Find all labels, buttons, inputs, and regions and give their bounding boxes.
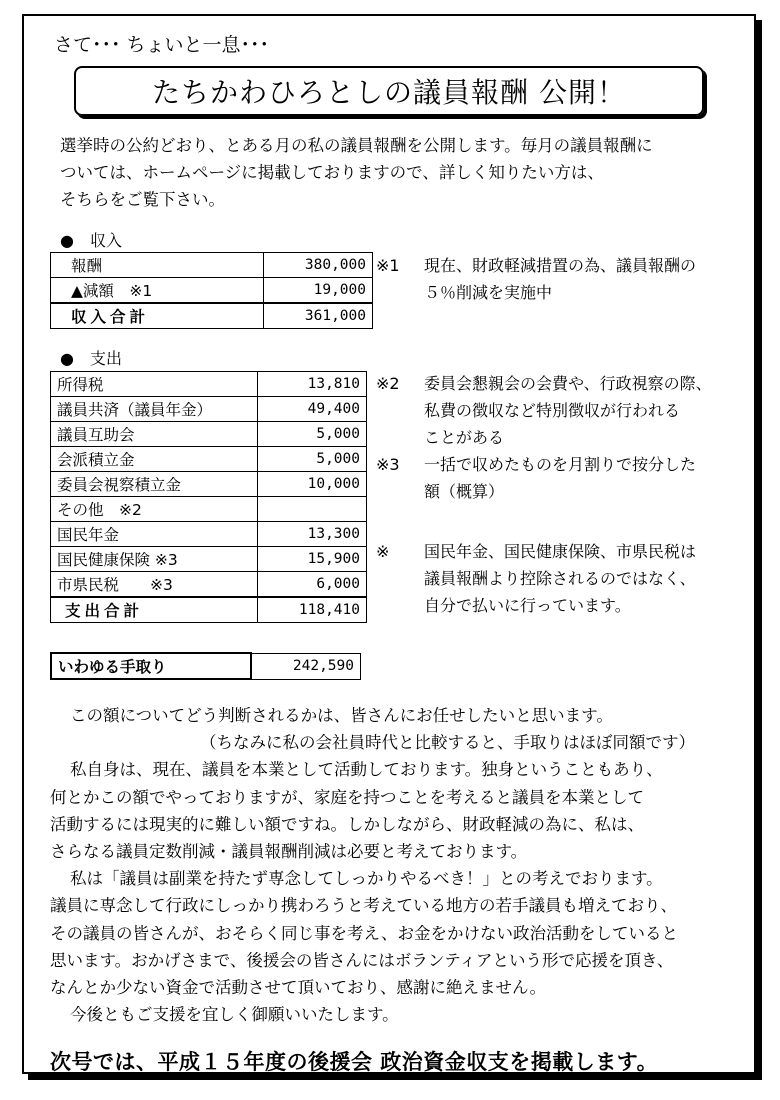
takehome-table — [50, 652, 361, 680]
note-3 — [376, 451, 746, 505]
row-label: 議員共済（議員年金） — [51, 397, 258, 422]
expense-total-amount: 118,410 — [258, 597, 367, 623]
body-line: 活動するには現実的に難しい額ですね。しかしながら、財政軽減の為に、私は、 — [50, 814, 644, 834]
page-frame — [22, 14, 756, 1074]
note-line: ５％削減を実施中 — [424, 283, 553, 302]
row-amount: 6,000 — [258, 572, 367, 598]
takehome-amount: 242,590 — [251, 653, 361, 679]
row-label: その他 ※2 — [51, 497, 258, 522]
row-label: ▲減額 ※1 — [51, 278, 264, 304]
body-line: 私自身は、現在、議員を本業として活動しております。独身ということもあり、 — [70, 760, 663, 780]
row-label: 議員互助会 — [51, 422, 258, 447]
row-label: 会派積立金 — [51, 447, 258, 472]
income-table — [50, 252, 373, 329]
lead-line: そちらをご覧下さい。 — [60, 190, 225, 209]
income-heading: ● 収入 — [60, 231, 122, 250]
table-row — [51, 253, 373, 278]
closing-announcement: 次号では、平成１５年度の後援会 政治資金収支を掲載します。 — [50, 1050, 659, 1074]
lead-line: ついては、ホームページに掲載しておりますので、詳しく知りたい方は、 — [60, 163, 604, 182]
body-text — [50, 702, 750, 1028]
body-line: なんとか少ない資金で活動させて頂いており、感謝に絶えません。 — [50, 978, 546, 998]
income-total-amount: 361,000 — [264, 303, 373, 329]
note-1 — [376, 252, 746, 306]
row-amount: 19,000 — [264, 278, 373, 304]
note-line: 自分で払いに行っています。 — [424, 596, 631, 615]
expense-table — [50, 371, 367, 623]
takehome-label: いわゆる手取り — [51, 653, 251, 679]
note-mark: ※3 — [376, 455, 400, 474]
row-label: 所得税 — [51, 372, 258, 397]
page-title-text: たちかわひろとしの議員報酬 公開！ — [152, 76, 626, 109]
body-line: 何とかこの額でやっておりますが、家庭を持つことを考えると議員を本業として — [50, 787, 644, 807]
expense-heading: ● 支出 — [60, 349, 122, 368]
table-row — [51, 447, 367, 472]
body-line: その議員の皆さんが、おそらく同じ事を考え、お金をかけない政治活動をしていると — [50, 923, 678, 943]
table-row — [51, 547, 367, 572]
row-label: 報酬 — [51, 253, 264, 278]
note-mark: ※2 — [376, 374, 400, 393]
lead-line: 選挙時の公約どおり、とある月の私の議員報酬を公開します。毎月の議員報酬に — [60, 136, 653, 155]
note-line: 額（概算） — [424, 482, 505, 501]
body-line: 今後ともご支援を宜しく御願いいたします。 — [70, 1005, 399, 1025]
income-total-label: 収入合計 — [51, 303, 264, 329]
note-mark: ※1 — [376, 256, 400, 275]
note-line: 一括で収めたものを月割りで按分した — [424, 455, 697, 474]
row-amount: 13,300 — [258, 522, 367, 547]
table-row — [51, 422, 367, 447]
note-line: 国民年金、国民健康保険、市県民税は — [424, 542, 697, 561]
body-line: さらなる議員定数削減・議員報酬削減は必要と考えております。 — [50, 842, 528, 862]
table-row — [51, 497, 367, 522]
row-amount: 49,400 — [258, 397, 367, 422]
table-row — [51, 572, 367, 598]
row-amount — [258, 497, 367, 522]
row-amount: 13,810 — [258, 372, 367, 397]
table-row — [51, 522, 367, 547]
row-amount: 5,000 — [258, 447, 367, 472]
expense-total-label: 支出合計 — [51, 597, 258, 623]
body-line: （ちなみに私の会社員時代と比較すると、手取りはほぼ同額です） — [200, 733, 695, 753]
row-label: 国民健康保険 ※3 — [51, 547, 258, 572]
note-line: 委員会懇親会の会費や、行政視察の際、 — [424, 374, 712, 393]
note-4 — [376, 538, 746, 619]
body-line: 私は「議員は副業を持たず専念してしっかりやるべき！」との考えでおります。 — [70, 869, 663, 889]
table-row — [51, 472, 367, 497]
note-2 — [376, 370, 746, 451]
row-amount: 15,900 — [258, 547, 367, 572]
table-row — [51, 278, 373, 304]
note-line: 私費の徴収など特別徴収が行われる — [424, 401, 681, 420]
table-row — [51, 372, 367, 397]
row-label: 国民年金 — [51, 522, 258, 547]
note-mark: ※ — [376, 542, 390, 561]
row-amount: 10,000 — [258, 472, 367, 497]
table-row — [51, 397, 367, 422]
body-line: この額についてどう判断されるかは、皆さんにお任せしたいと思います。 — [70, 706, 613, 725]
page-title — [74, 66, 704, 116]
lead-paragraph — [60, 132, 740, 213]
income-total-row — [51, 303, 373, 329]
row-label: 委員会視察積立金 — [51, 472, 258, 497]
note-line: 議員報酬より控除されるのではなく、 — [424, 569, 696, 588]
note-line: ことがある — [424, 428, 505, 447]
expense-total-row — [51, 597, 367, 623]
intro-line: さて･･･ ちょいと一息･･･ — [54, 34, 270, 56]
row-amount: 5,000 — [258, 422, 367, 447]
body-line: 思います。おかげさまで、後援会の皆さんにはボランティアという形で応援を頂き、 — [50, 950, 674, 970]
takehome-row — [51, 653, 361, 679]
note-line: 現在、財政軽減措置の為、議員報酬の — [424, 256, 697, 275]
body-line: 議員に専念して行政にしっかり携わろうと考えている地方の若手議員も増えており、 — [50, 896, 677, 916]
row-label: 市県民税 ※3 — [51, 572, 258, 598]
row-amount: 380,000 — [264, 253, 373, 278]
